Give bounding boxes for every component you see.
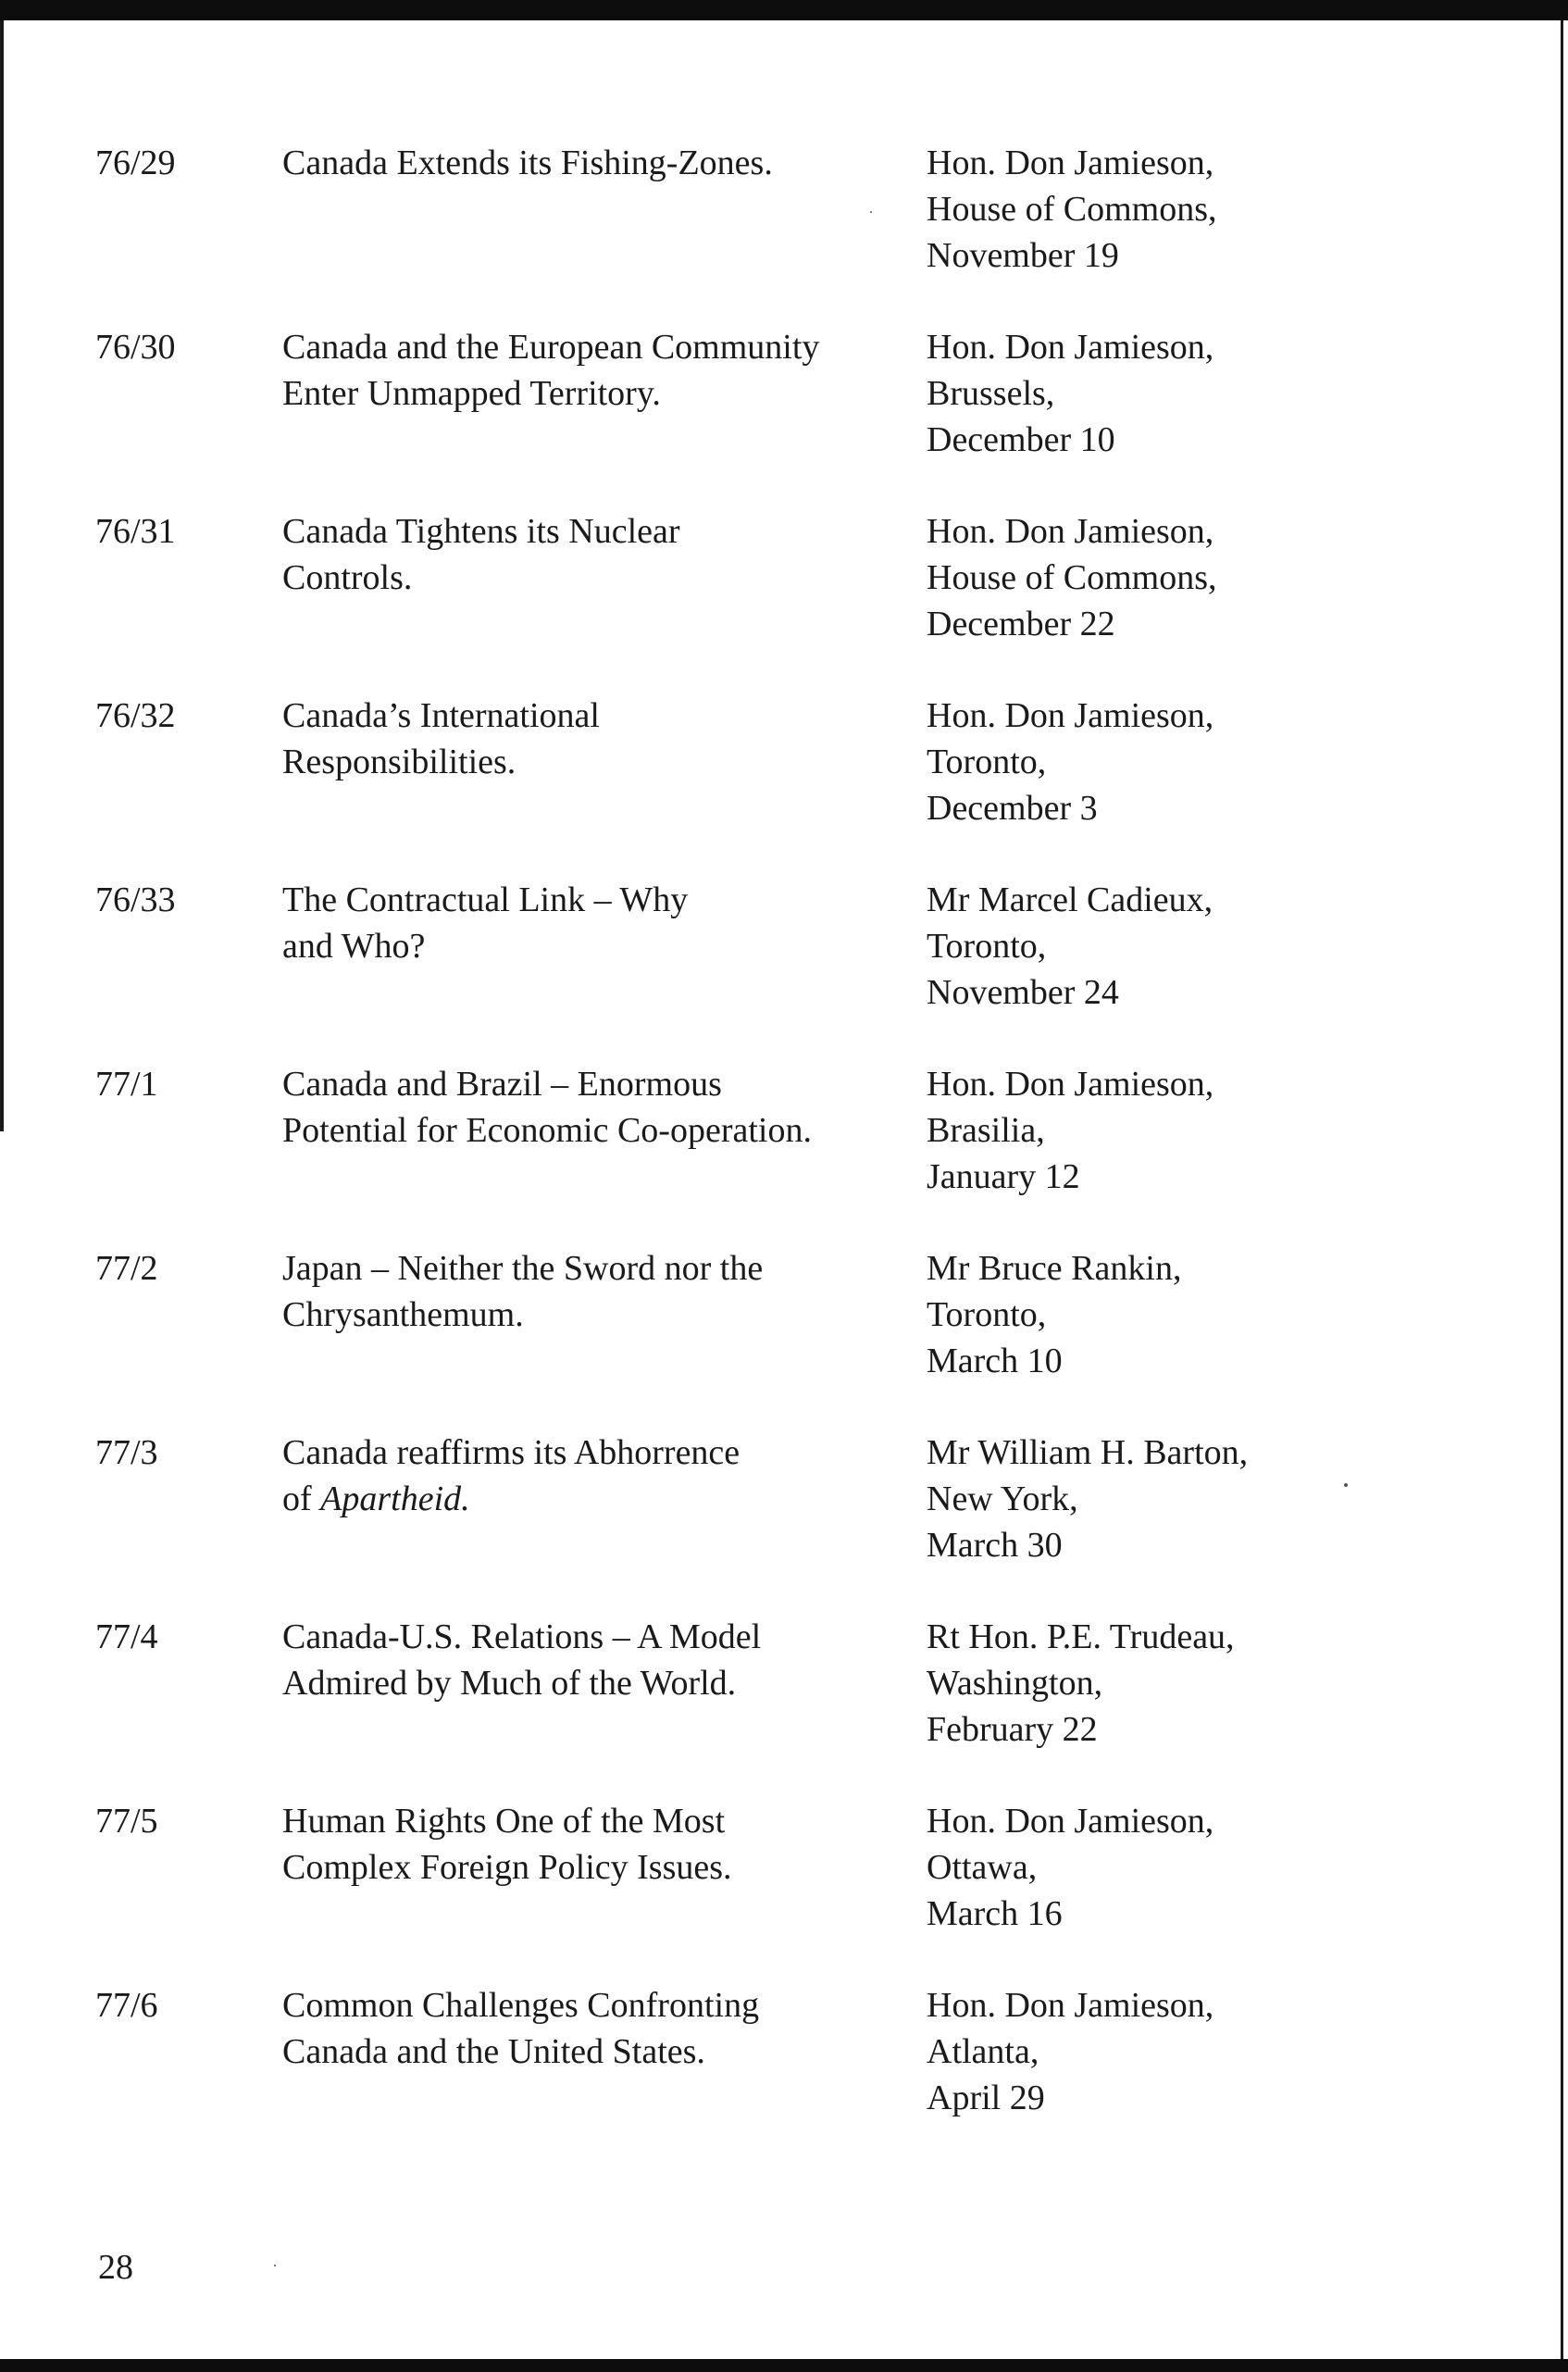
title-text: of [282,1479,321,1518]
list-item [0,1614,1568,1762]
entry-number: 76/33 [95,880,176,919]
entry-number: 77/2 [95,1249,158,1288]
speaker-line: Hon. Don Jamieson, [927,144,1214,182]
entry-title [282,877,893,969]
entry-title [282,508,893,601]
title-line: Canada’s International [282,696,600,735]
entry-speaker [927,693,1537,831]
speaker-line: November 24 [927,973,1119,1012]
speaker-line: Atlanta, [927,2032,1039,2071]
speaker-line: Ottawa, [927,1848,1038,1887]
entry-number: 77/1 [95,1065,158,1104]
title-line-mixed [282,1476,893,1522]
entry-title [282,324,893,417]
speaker-line: Hon. Don Jamieson, [927,512,1214,551]
entry-speaker [927,1061,1537,1200]
speaker-line: Hon. Don Jamieson, [927,1802,1214,1841]
entry-speaker [927,140,1537,279]
speaker-line: November 19 [927,236,1119,275]
list-item [0,693,1568,841]
speaker-line: January 12 [927,1157,1080,1196]
title-line: Admired by Much of the World. [282,1664,737,1703]
speaker-line: Hon. Don Jamieson, [927,1986,1214,2025]
entry-title [282,1614,893,1706]
title-line: Canada and the European Community [282,328,820,367]
title-line: and Who? [282,927,426,966]
speaker-line: Toronto, [927,1295,1047,1334]
entry-number: 76/30 [95,328,176,367]
speaker-line: April 29 [927,2079,1045,2117]
entry-number: 76/29 [95,144,176,182]
speaker-line: December 22 [927,605,1115,643]
speaker-line: December 10 [927,420,1115,459]
title-line: Chrysanthemum. [282,1295,524,1334]
list-item [0,1061,1568,1209]
entry-speaker [927,877,1537,1016]
list-item [0,877,1568,1025]
speaker-line: Toronto, [927,743,1047,781]
speaker-line: Mr Marcel Cadieux, [927,880,1213,919]
page-number: 28 [98,2248,133,2287]
speaker-line: Mr Bruce Rankin, [927,1249,1182,1288]
list-item [0,1429,1568,1578]
title-line: Canada reaffirms its Abhorrence [282,1433,740,1472]
list-item [0,508,1568,656]
speaker-line: December 3 [927,789,1098,828]
speaker-line: March 30 [927,1526,1063,1565]
entry-speaker [927,1245,1537,1384]
speaker-line: Hon. Don Jamieson, [927,696,1214,735]
entry-number: 76/32 [95,696,176,735]
title-line: Complex Foreign Policy Issues. [282,1848,732,1887]
title-line: Canada Extends its Fishing-Zones. [282,144,773,182]
entry-speaker [927,1614,1537,1753]
speaker-line: February 22 [927,1710,1098,1749]
entry-title [282,1798,893,1891]
speaker-line: Washington, [927,1664,1103,1703]
title-line: Controls. [282,558,413,597]
speaker-line: Brussels, [927,374,1055,413]
speaker-line: Brasilia, [927,1111,1045,1150]
title-line: Potential for Economic Co-operation. [282,1111,812,1150]
entry-speaker [927,1982,1537,2121]
title-line: The Contractual Link – Why [282,880,689,919]
entry-speaker [927,324,1537,463]
speaker-line: New York, [927,1479,1078,1518]
entry-speaker [927,1429,1537,1568]
entry-title [282,693,893,785]
list-item [0,1245,1568,1393]
speaker-line: Toronto, [927,927,1047,966]
speaker-line: House of Commons, [927,558,1217,597]
list-item [0,140,1568,288]
entry-number: 77/4 [95,1617,158,1656]
entry-title [282,140,893,186]
speaker-line: March 16 [927,1894,1063,1933]
title-line: Canada Tightens its Nuclear [282,512,680,551]
entry-number: 77/5 [95,1802,158,1841]
entry-number: 77/6 [95,1986,158,2025]
speaker-line: Hon. Don Jamieson, [927,1065,1214,1104]
title-line: Canada-U.S. Relations – A Model [282,1617,762,1656]
title-line: Responsibilities. [282,743,516,781]
speaker-line: March 10 [927,1342,1063,1380]
speaker-line: Mr William H. Barton, [927,1433,1249,1472]
speaker-line: Hon. Don Jamieson, [927,328,1214,367]
title-line: Human Rights One of the Most [282,1802,726,1841]
title-line: Canada and Brazil – Enormous [282,1065,722,1104]
entry-title [282,1245,893,1338]
entry-speaker [927,508,1537,647]
list-item [0,1798,1568,1946]
entry-title [282,1429,893,1522]
list-item [0,1982,1568,2130]
speaker-line: House of Commons, [927,190,1217,229]
title-line: Enter Unmapped Territory. [282,374,661,413]
entry-title [282,1982,893,2075]
title-italic-text: Apartheid. [320,1479,470,1518]
entry-number: 76/31 [95,512,176,551]
entry-number: 77/3 [95,1433,158,1472]
title-line: Common Challenges Confronting [282,1986,760,2025]
entry-title [282,1061,893,1154]
title-line: Japan – Neither the Sword nor the [282,1249,764,1288]
entry-speaker [927,1798,1537,1937]
title-line: Canada and the United States. [282,2032,705,2071]
speaker-line: Rt Hon. P.E. Trudeau, [927,1617,1235,1656]
list-item [0,324,1568,472]
